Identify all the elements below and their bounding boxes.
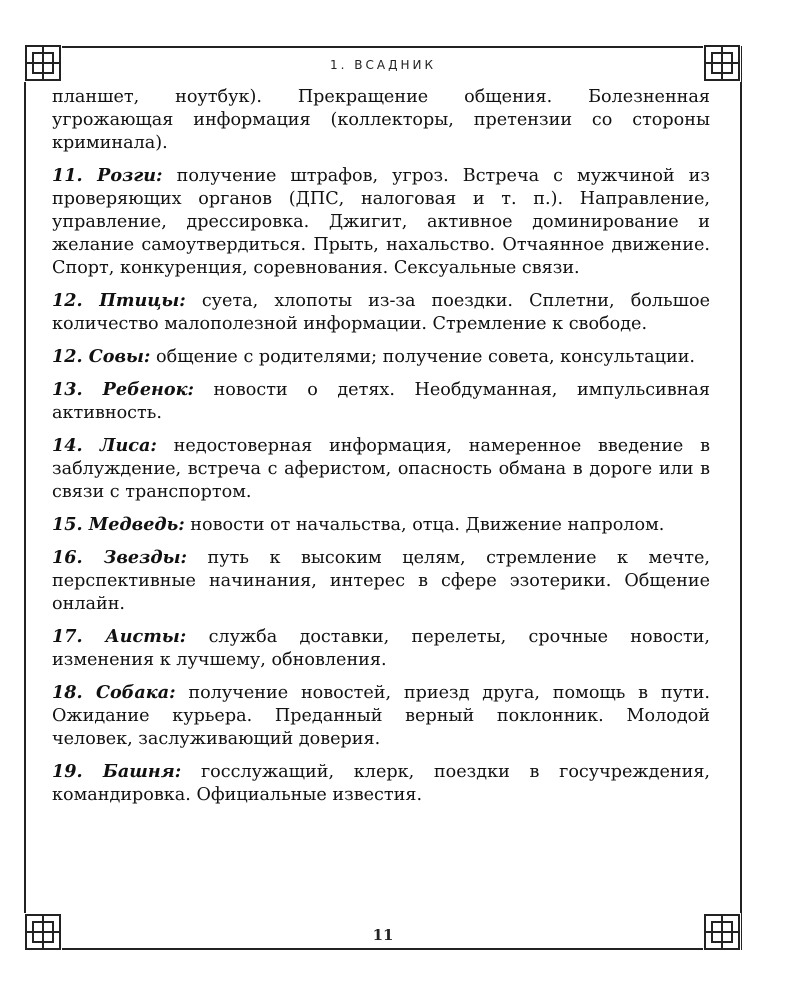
- entry-term: 12. Птицы:: [52, 290, 186, 311]
- entry-text: новости о детях. Необдуманная, импульсивная активность.: [52, 380, 710, 423]
- running-header: 1. ВСАДНИК: [330, 58, 436, 72]
- entry-term: 16. Звезды:: [52, 547, 187, 568]
- entry-text: получение новостей, приезд друга, помощь в пути. Ожидание курьера. Преданный верный поклонник. Молодой человек, заслуживающий доверия.: [52, 683, 710, 749]
- entry-term: 11. Розги:: [52, 165, 163, 186]
- entry-term: 17. Аисты:: [52, 626, 187, 647]
- entry-text: суета, хлопоты из-за поездки. Сплетни, большое количество малополезной информации. Стремление к свободе.: [52, 291, 710, 334]
- entry-term: 12. Совы:: [52, 346, 151, 367]
- entry-paragraph: [52, 345, 710, 369]
- entry-paragraph: [52, 378, 710, 425]
- entry-paragraph: [52, 434, 710, 504]
- entry-text: путь к высоким целям, стремление к мечте, перспективные начинания, интерес в сфере эзотерики. Общение онлайн.: [52, 548, 711, 614]
- entry-paragraph: [52, 625, 710, 672]
- entry-paragraph: [52, 164, 710, 280]
- entry-text: получение штрафов, угроз. Встреча с мужчиной из проверяющих органов (ДПС, налоговая и т. п.). Направление, управление, дрессировка. Джигит, активное доминирование и желание самоутвердиться. Прыть, нахальство. Отчаянное движение. Спорт, конкуренция, соревнования. Сексуальные связи.: [52, 166, 710, 278]
- entry-paragraph: [52, 681, 710, 751]
- entry-paragraph: [52, 546, 710, 616]
- entry-term: 15. Медведь:: [52, 514, 185, 535]
- page-number: 11: [372, 926, 394, 944]
- entry-term: 18. Собака:: [52, 682, 176, 703]
- entry-term: 14. Лиса:: [52, 435, 157, 456]
- entry-text: недостоверная информация, намеренное введение в заблуждение, встреча с аферистом, опасность обмана в дороге или в связи с транспортом.: [52, 436, 710, 502]
- intro-paragraph: планшет, ноутбук). Прекращение общения. Болезненная угрожающая информация (коллекторы, претензии со стороны криминала).: [52, 87, 710, 153]
- entry-text: служба доставки, перелеты, срочные новости, изменения к лучшему, обновления.: [52, 627, 710, 670]
- entry-paragraph: [52, 289, 710, 336]
- entry-paragraph: [52, 513, 710, 537]
- page-content: [52, 86, 710, 816]
- entry-text: новости от начальства, отца. Движение напролом.: [184, 515, 665, 535]
- entry-text: госслужащий, клерк, поездки в госучреждения, командировка. Официальные известия.: [52, 762, 711, 805]
- entry-text: общение с родителями; получение совета, консультации.: [150, 347, 696, 367]
- entry-paragraph: [52, 760, 710, 807]
- entry-term: 19. Башня:: [52, 761, 182, 782]
- entry-term: 13. Ребенок:: [52, 379, 194, 400]
